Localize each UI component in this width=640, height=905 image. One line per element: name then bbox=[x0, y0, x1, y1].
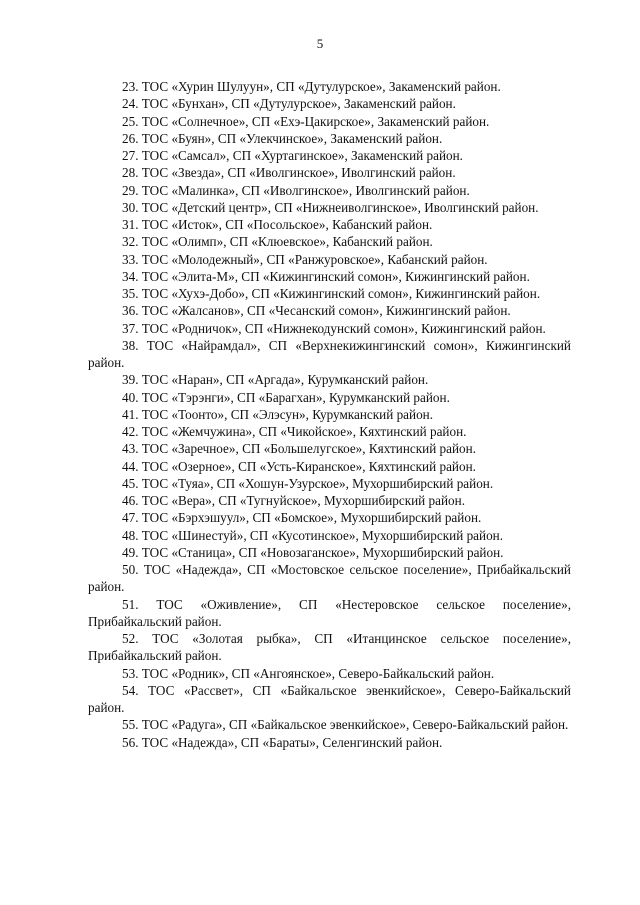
tos-list bbox=[88, 78, 571, 751]
list-item: 41. ТОС «Тоонто», СП «Элэсун», Курумканский район. bbox=[122, 406, 434, 422]
list-item: 39. ТОС «Наран», СП «Аргада», Курумканский район. bbox=[122, 372, 429, 388]
list-item: 29. ТОС «Малинка», СП «Иволгинское», Иволгинский район. bbox=[122, 182, 470, 198]
list-item: 38. ТОС «Найрамдал», СП «Верхнекижингинский сомон», Кижингинский район. bbox=[88, 337, 571, 370]
list-item: 32. ТОС «Олимп», СП «Клюевское», Кабанский район. bbox=[122, 234, 433, 250]
list-item: 25. ТОС «Солнечное», СП «Ехэ-Цакирское», Закаменский район. bbox=[122, 113, 490, 129]
list-item: 56. ТОС «Надежда», СП «Бараты», Селенгинский район. bbox=[122, 734, 443, 750]
list-item: 33. ТОС «Молодежный», СП «Ранжуровское», Кабанский район. bbox=[122, 251, 488, 267]
list-item: 24. ТОС «Бунхан», СП «Дутулурское», Закаменский район. bbox=[122, 96, 456, 112]
list-item: 51. ТОС «Оживление», СП «Нестеровское сельское поселение», Прибайкальский район. bbox=[88, 596, 571, 629]
list-item: 31. ТОС «Исток», СП «Посольское», Кабанский район. bbox=[122, 217, 433, 232]
list-item: 36. ТОС «Жалсанов», СП «Чесанский сомон», Кижингинский район. bbox=[122, 303, 511, 319]
list-item: 46. ТОС «Вера», СП «Тугнуйское», Мухоршибирский район. bbox=[122, 493, 465, 508]
page-number: 5 bbox=[316, 36, 324, 51]
list-item: 44. ТОС «Озерное», СП «Усть-Киранское», Кяхтинский район. bbox=[122, 458, 476, 474]
list-item: 55. ТОС «Радуга», СП «Байкальское эвенкийское», Северо-Байкальский район. bbox=[122, 717, 569, 733]
list-item: 53. ТОС «Родник», СП «Ангоянское», Северо-Байкальский район. bbox=[122, 665, 495, 681]
list-item: 37. ТОС «Родничок», СП «Нижнекодунский сомон», Кижингинский район. bbox=[122, 320, 546, 336]
list-item: 27. ТОС «Самсал», СП «Хуртагинское», Закаменский район. bbox=[122, 148, 463, 163]
list-item: 47. ТОС «Бэрхэшуул», СП «Бомское», Мухоршибирский район. bbox=[122, 510, 482, 526]
list-item: 40. ТОС «Тэрэнги», СП «Барагхан», Курумканский район. bbox=[122, 389, 450, 405]
list-item: 28. ТОС «Звезда», СП «Иволгинское», Иволгинский район. bbox=[122, 165, 456, 181]
list-item: 35. ТОС «Хухэ-Добо», СП «Кижингинский сомон», Кижингинский район. bbox=[122, 286, 541, 301]
list-item: 49. ТОС «Станица», СП «Новозаганское», Мухоршибирский район. bbox=[122, 544, 504, 560]
list-item: 26. ТОС «Буян», СП «Улекчинское», Закаменский район. bbox=[122, 130, 443, 146]
list-item: 52. ТОС «Золотая рыбка», СП «Итанцинское сельское поселение», Прибайкальский район. bbox=[88, 631, 571, 664]
list-item: 23. ТОС «Хурин Шулуун», СП «Дутулурское», Закаменский район. bbox=[122, 79, 501, 94]
list-item: 42. ТОС «Жемчужина», СП «Чикойское», Кяхтинский район. bbox=[122, 424, 467, 439]
list-item: 54. ТОС «Рассвет», СП «Байкальское эвенкийское», Северо-Байкальский район. bbox=[88, 682, 571, 715]
list-item: 43. ТОС «Заречное», СП «Большелугское», Кяхтинский район. bbox=[122, 441, 477, 457]
list-item: 45. ТОС «Туяа», СП «Хошун-Узурское», Мухоршибирский район. bbox=[122, 475, 494, 491]
list-item: 30. ТОС «Детский центр», СП «Нижнеиволгинское», Иволгинский район. bbox=[122, 199, 539, 215]
list-item: 48. ТОС «Шинестуй», СП «Кусотинское», Мухоршибирский район. bbox=[122, 527, 504, 543]
list-item: 50. ТОС «Надежда», СП «Мостовское сельское поселение», Прибайкальский район. bbox=[88, 562, 571, 595]
list-item: 34. ТОС «Элита-М», СП «Кижингинский сомон», Кижингинский район. bbox=[122, 268, 530, 284]
